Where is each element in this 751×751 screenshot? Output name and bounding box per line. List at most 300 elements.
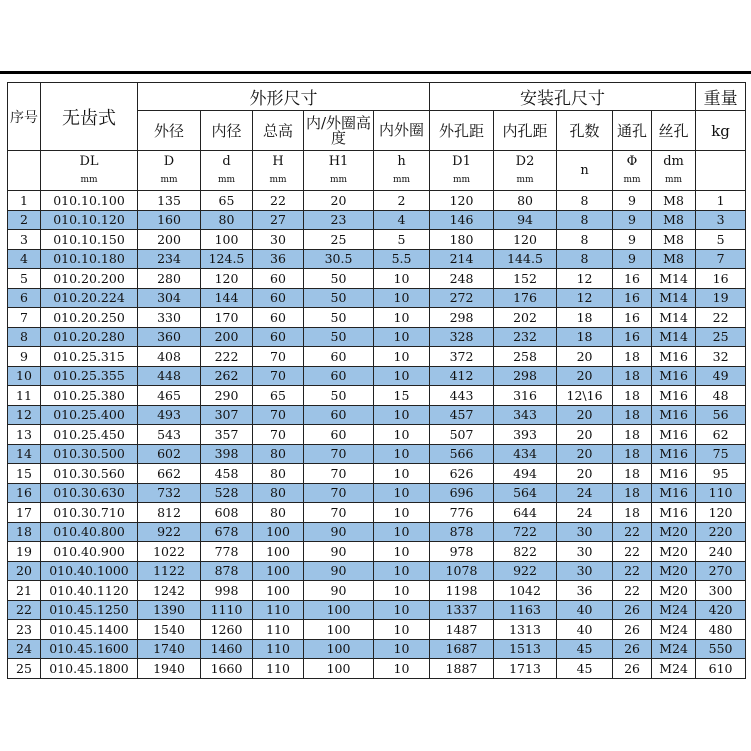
table-cell: 9 xyxy=(8,347,41,367)
table-row xyxy=(8,542,746,562)
table-cell: 9 xyxy=(613,191,652,211)
table-cell: M14 xyxy=(652,288,696,308)
table-cell: 234 xyxy=(138,249,201,269)
table-cell: 626 xyxy=(430,464,494,484)
table-cell: 010.20.280 xyxy=(41,327,138,347)
table-cell: 1122 xyxy=(138,561,201,581)
table-cell: 610 xyxy=(696,659,746,679)
table-cell: 010.25.380 xyxy=(41,386,138,406)
symbol-cell xyxy=(494,151,557,191)
table-cell: 25 xyxy=(304,230,374,250)
table-cell: 18 xyxy=(613,444,652,464)
table-cell: 23 xyxy=(8,620,41,640)
table-cell: 457 xyxy=(430,405,494,425)
table-cell: 15 xyxy=(8,464,41,484)
table-cell: 298 xyxy=(430,308,494,328)
column-header: 内外圈 xyxy=(374,111,430,151)
table-cell: 528 xyxy=(201,483,253,503)
table-cell: 30 xyxy=(557,542,613,562)
table-cell: M16 xyxy=(652,464,696,484)
table-cell: 70 xyxy=(304,503,374,523)
table-cell: 80 xyxy=(494,191,557,211)
table-cell: 120 xyxy=(201,269,253,289)
table-cell: 7 xyxy=(696,249,746,269)
table-cell: 258 xyxy=(494,347,557,367)
table-cell: 12 xyxy=(8,405,41,425)
table-row xyxy=(8,639,746,659)
symbol-cell xyxy=(613,151,652,191)
symbol: dm xyxy=(663,153,684,169)
table-cell: 22 xyxy=(613,522,652,542)
table-cell: 49 xyxy=(696,366,746,386)
table-cell: 16 xyxy=(613,288,652,308)
table-cell: M8 xyxy=(652,191,696,211)
symbol: H1 xyxy=(328,153,349,169)
table-cell: 564 xyxy=(494,483,557,503)
table-cell: 70 xyxy=(253,347,304,367)
table-cell: 20 xyxy=(557,444,613,464)
table-cell: 18 xyxy=(613,503,652,523)
table-cell: 16 xyxy=(613,269,652,289)
table-cell: 480 xyxy=(696,620,746,640)
table-cell: 60 xyxy=(304,366,374,386)
table-cell: 2 xyxy=(374,191,430,211)
unit-label: mm xyxy=(329,174,348,185)
table-cell: 200 xyxy=(138,230,201,250)
table-cell: 010.20.200 xyxy=(41,269,138,289)
table-cell: 60 xyxy=(253,269,304,289)
table-cell: 50 xyxy=(304,386,374,406)
table-row xyxy=(8,210,746,230)
table-cell: 010.10.150 xyxy=(41,230,138,250)
table-cell: 978 xyxy=(430,542,494,562)
table-cell: 8 xyxy=(557,191,613,211)
table-cell: 70 xyxy=(253,425,304,445)
table-row xyxy=(8,269,746,289)
table-cell: M20 xyxy=(652,542,696,562)
table-cell: 12\16 xyxy=(557,386,613,406)
table-cell: 010.40.900 xyxy=(41,542,138,562)
table-cell: 60 xyxy=(253,327,304,347)
table-cell: 15 xyxy=(374,386,430,406)
table-cell: 90 xyxy=(304,522,374,542)
table-cell: 465 xyxy=(138,386,201,406)
table-cell: 1740 xyxy=(138,639,201,659)
table-cell: 493 xyxy=(138,405,201,425)
table-cell: 1660 xyxy=(201,659,253,679)
table-cell: 8 xyxy=(557,230,613,250)
table-cell: 1022 xyxy=(138,542,201,562)
seq-header: 序号 xyxy=(8,83,41,151)
table-cell: 18 xyxy=(613,386,652,406)
unit-label: mm xyxy=(217,174,236,185)
table-cell: 922 xyxy=(494,561,557,581)
table-cell: M8 xyxy=(652,210,696,230)
table-row xyxy=(8,503,746,523)
table-cell: 100 xyxy=(304,600,374,620)
table-cell: 1713 xyxy=(494,659,557,679)
table-cell: M24 xyxy=(652,659,696,679)
symbol-cell xyxy=(253,151,304,191)
table-cell: 5 xyxy=(374,230,430,250)
table-cell: 19 xyxy=(8,542,41,562)
table-cell: 48 xyxy=(696,386,746,406)
table-cell: 20 xyxy=(557,347,613,367)
table-cell: 010.40.800 xyxy=(41,522,138,542)
table-cell: 1 xyxy=(8,191,41,211)
table-cell: 12 xyxy=(557,269,613,289)
table-cell: 30 xyxy=(557,522,613,542)
table-cell: 2 xyxy=(8,210,41,230)
table-cell: 8 xyxy=(8,327,41,347)
table-cell: 18 xyxy=(557,327,613,347)
table-row xyxy=(8,386,746,406)
table-cell: 144.5 xyxy=(494,249,557,269)
table-cell: 30 xyxy=(557,561,613,581)
table-cell: 110 xyxy=(696,483,746,503)
symbol-cell xyxy=(652,151,696,191)
table-cell: 10 xyxy=(374,444,430,464)
symbol-cell xyxy=(374,151,430,191)
table-cell: 9 xyxy=(613,230,652,250)
table-cell: 360 xyxy=(138,327,201,347)
table-cell: M14 xyxy=(652,327,696,347)
table-cell: 434 xyxy=(494,444,557,464)
unit-label: mm xyxy=(623,174,641,185)
table-cell: M24 xyxy=(652,600,696,620)
table-cell: M16 xyxy=(652,386,696,406)
table-cell: 27 xyxy=(253,210,304,230)
table-cell: 40 xyxy=(557,620,613,640)
table-cell: 010.45.1400 xyxy=(41,620,138,640)
table-cell: 100 xyxy=(304,620,374,640)
table-cell: 010.10.120 xyxy=(41,210,138,230)
table-cell: 5 xyxy=(8,269,41,289)
table-cell: 328 xyxy=(430,327,494,347)
table-row xyxy=(8,308,746,328)
table-cell: 412 xyxy=(430,366,494,386)
table-cell: 543 xyxy=(138,425,201,445)
table-cell: 5.5 xyxy=(374,249,430,269)
table-cell: 80 xyxy=(253,483,304,503)
table-cell: 304 xyxy=(138,288,201,308)
table-cell: 110 xyxy=(253,659,304,679)
column-header: 通孔 xyxy=(613,111,652,151)
weight-header: 重量 xyxy=(696,83,746,111)
table-cell: 307 xyxy=(201,405,253,425)
table-cell: 408 xyxy=(138,347,201,367)
table-row xyxy=(8,405,746,425)
table-row xyxy=(8,620,746,640)
table-cell: 70 xyxy=(253,366,304,386)
table-cell: 200 xyxy=(201,327,253,347)
table-cell: 010.25.315 xyxy=(41,347,138,367)
symbol-cell xyxy=(201,151,253,191)
table-cell: 10 xyxy=(374,405,430,425)
unit-label: mm xyxy=(160,174,178,185)
table-cell: 372 xyxy=(430,347,494,367)
symbol-cell xyxy=(41,151,138,191)
symbol-cell xyxy=(557,151,613,191)
table-cell: 176 xyxy=(494,288,557,308)
table-cell: 214 xyxy=(430,249,494,269)
table-cell: 80 xyxy=(253,464,304,484)
mounting-hole-header: 安装孔尺寸 xyxy=(430,83,696,111)
table-cell: 22 xyxy=(8,600,41,620)
table-cell: 298 xyxy=(494,366,557,386)
table-cell: 18 xyxy=(613,425,652,445)
table-cell: 494 xyxy=(494,464,557,484)
unit-label: mm xyxy=(665,174,683,185)
table-cell: 1198 xyxy=(430,581,494,601)
table-cell: 10 xyxy=(374,327,430,347)
table-cell: 18 xyxy=(557,308,613,328)
table-cell: 30.5 xyxy=(304,249,374,269)
table-cell: 6 xyxy=(8,288,41,308)
table-cell: 357 xyxy=(201,425,253,445)
table-cell: 50 xyxy=(304,288,374,308)
table-cell: 878 xyxy=(201,561,253,581)
table-cell: 24 xyxy=(557,483,613,503)
table-cell: 16 xyxy=(8,483,41,503)
table-cell: 10 xyxy=(374,464,430,484)
table-cell: 20 xyxy=(557,405,613,425)
table-cell: 644 xyxy=(494,503,557,523)
table-cell: 180 xyxy=(430,230,494,250)
symbol: d xyxy=(222,153,231,169)
spec-table xyxy=(7,82,746,679)
table-cell: 222 xyxy=(201,347,253,367)
table-cell: 25 xyxy=(696,327,746,347)
table-cell: 270 xyxy=(696,561,746,581)
table-cell: 010.20.250 xyxy=(41,308,138,328)
table-cell: 1042 xyxy=(494,581,557,601)
table-cell: 1513 xyxy=(494,639,557,659)
column-header: 外径 xyxy=(138,111,201,151)
table-row xyxy=(8,249,746,269)
table-cell: M8 xyxy=(652,249,696,269)
table-cell: 3 xyxy=(8,230,41,250)
unit-label: mm xyxy=(80,174,98,185)
table-cell: 010.10.100 xyxy=(41,191,138,211)
table-cell: 45 xyxy=(557,639,613,659)
unit-label: mm xyxy=(516,174,534,185)
table-cell: 778 xyxy=(201,542,253,562)
table-cell: 21 xyxy=(8,581,41,601)
table-cell: 7 xyxy=(8,308,41,328)
table-cell: 10 xyxy=(374,639,430,659)
table-cell: 10 xyxy=(374,269,430,289)
table-cell: 40 xyxy=(557,600,613,620)
symbol-cell xyxy=(304,151,374,191)
table-cell: 1 xyxy=(696,191,746,211)
table-cell: 922 xyxy=(138,522,201,542)
table-cell: 10 xyxy=(374,288,430,308)
table-cell: 10 xyxy=(374,483,430,503)
table-row xyxy=(8,561,746,581)
table-cell: 23 xyxy=(304,210,374,230)
table-cell: 732 xyxy=(138,483,201,503)
table-cell: 100 xyxy=(201,230,253,250)
table-cell: 010.40.1000 xyxy=(41,561,138,581)
table-cell: 1887 xyxy=(430,659,494,679)
table-cell: 10 xyxy=(374,600,430,620)
table-row xyxy=(8,464,746,484)
table-cell: 20 xyxy=(557,425,613,445)
table-cell: 290 xyxy=(201,386,253,406)
table-cell: 25 xyxy=(8,659,41,679)
table-cell: 10 xyxy=(374,347,430,367)
table-cell: 10 xyxy=(374,308,430,328)
table-cell: 19 xyxy=(696,288,746,308)
table-cell: 60 xyxy=(253,288,304,308)
table-cell: 56 xyxy=(696,405,746,425)
table-cell: 10 xyxy=(374,542,430,562)
table-row xyxy=(8,230,746,250)
outer-dimensions-header: 外形尺寸 xyxy=(138,83,430,111)
table-cell: 9 xyxy=(613,210,652,230)
table-row xyxy=(8,600,746,620)
table-cell: M16 xyxy=(652,347,696,367)
table-cell: 602 xyxy=(138,444,201,464)
table-cell: 60 xyxy=(304,425,374,445)
table-cell: 316 xyxy=(494,386,557,406)
table-cell: 10 xyxy=(374,503,430,523)
table-cell: 010.10.180 xyxy=(41,249,138,269)
column-header: kg xyxy=(696,111,746,151)
table-cell: 100 xyxy=(304,659,374,679)
table-cell: 010.30.710 xyxy=(41,503,138,523)
table-cell: 120 xyxy=(696,503,746,523)
table-cell: M16 xyxy=(652,425,696,445)
unit-label: mm xyxy=(269,174,287,185)
table-cell: 100 xyxy=(253,581,304,601)
table-cell: M24 xyxy=(652,639,696,659)
column-header: 丝孔 xyxy=(652,111,696,151)
table-row xyxy=(8,288,746,308)
table-cell: 812 xyxy=(138,503,201,523)
table-cell: 12 xyxy=(557,288,613,308)
table-cell: 5 xyxy=(696,230,746,250)
table-row xyxy=(8,347,746,367)
table-cell: M16 xyxy=(652,405,696,425)
table-cell: 1460 xyxy=(201,639,253,659)
table-row xyxy=(8,425,746,445)
table-cell: M20 xyxy=(652,561,696,581)
table-cell: 80 xyxy=(253,503,304,523)
table-cell: 16 xyxy=(613,327,652,347)
table-cell: 100 xyxy=(253,561,304,581)
table-cell: 20 xyxy=(557,366,613,386)
table-row xyxy=(8,483,746,503)
table-cell: 1260 xyxy=(201,620,253,640)
table-cell: 8 xyxy=(557,210,613,230)
table-cell: 62 xyxy=(696,425,746,445)
table-cell: 10 xyxy=(374,561,430,581)
symbol: H xyxy=(272,153,284,169)
table-cell: 70 xyxy=(304,464,374,484)
column-header: 内/外圈高度 xyxy=(304,111,374,151)
table-cell: 18 xyxy=(613,366,652,386)
table-cell: 50 xyxy=(304,308,374,328)
table-cell: 1540 xyxy=(138,620,201,640)
symbol: n xyxy=(580,162,589,178)
column-header: 孔数 xyxy=(557,111,613,151)
table-cell: 220 xyxy=(696,522,746,542)
table-cell: 70 xyxy=(304,483,374,503)
table-cell: 662 xyxy=(138,464,201,484)
table-cell: 70 xyxy=(304,444,374,464)
table-cell: 1940 xyxy=(138,659,201,679)
table-row xyxy=(8,581,746,601)
table-cell: 18 xyxy=(613,347,652,367)
table-cell: 398 xyxy=(201,444,253,464)
table-cell: 22 xyxy=(613,542,652,562)
symbol-cell xyxy=(430,151,494,191)
table-cell: 120 xyxy=(494,230,557,250)
table-cell: 4 xyxy=(8,249,41,269)
table-cell: 8 xyxy=(557,249,613,269)
table-cell: 20 xyxy=(8,561,41,581)
table-cell: M16 xyxy=(652,444,696,464)
table-cell: 124.5 xyxy=(201,249,253,269)
table-cell: 18 xyxy=(8,522,41,542)
table-cell: 160 xyxy=(138,210,201,230)
symbol-cell xyxy=(138,151,201,191)
table-cell: 010.30.500 xyxy=(41,444,138,464)
table-cell: 11 xyxy=(8,386,41,406)
table-cell: 146 xyxy=(430,210,494,230)
table-cell: 13 xyxy=(8,425,41,445)
table-cell: 120 xyxy=(430,191,494,211)
unit-label: mm xyxy=(392,174,411,185)
table-cell: 65 xyxy=(253,386,304,406)
table-cell: 110 xyxy=(253,600,304,620)
table-cell: 010.45.1800 xyxy=(41,659,138,679)
table-cell: 17 xyxy=(8,503,41,523)
table-cell: 14 xyxy=(8,444,41,464)
table-cell: 75 xyxy=(696,444,746,464)
table-cell: 566 xyxy=(430,444,494,464)
table-cell: 36 xyxy=(557,581,613,601)
table-cell: 26 xyxy=(613,620,652,640)
table-cell: 170 xyxy=(201,308,253,328)
table-cell: 22 xyxy=(253,191,304,211)
table-cell: 22 xyxy=(696,308,746,328)
table-cell: 608 xyxy=(201,503,253,523)
table-cell: 1313 xyxy=(494,620,557,640)
table-cell: M8 xyxy=(652,230,696,250)
table-cell: 262 xyxy=(201,366,253,386)
table-cell: 272 xyxy=(430,288,494,308)
table-cell: M16 xyxy=(652,503,696,523)
table-cell: 343 xyxy=(494,405,557,425)
symbol: D2 xyxy=(515,153,535,169)
table-cell: 300 xyxy=(696,581,746,601)
table-cell: 65 xyxy=(201,191,253,211)
table-cell: 10 xyxy=(374,522,430,542)
table-cell: 010.45.1250 xyxy=(41,600,138,620)
table-cell: 722 xyxy=(494,522,557,542)
table-cell: 36 xyxy=(253,249,304,269)
symbol: D xyxy=(163,153,175,169)
table-cell: 010.20.224 xyxy=(41,288,138,308)
table-cell: 1163 xyxy=(494,600,557,620)
table-cell: 878 xyxy=(430,522,494,542)
table-cell: 95 xyxy=(696,464,746,484)
table-cell: 26 xyxy=(613,600,652,620)
column-header: 内孔距 xyxy=(494,111,557,151)
